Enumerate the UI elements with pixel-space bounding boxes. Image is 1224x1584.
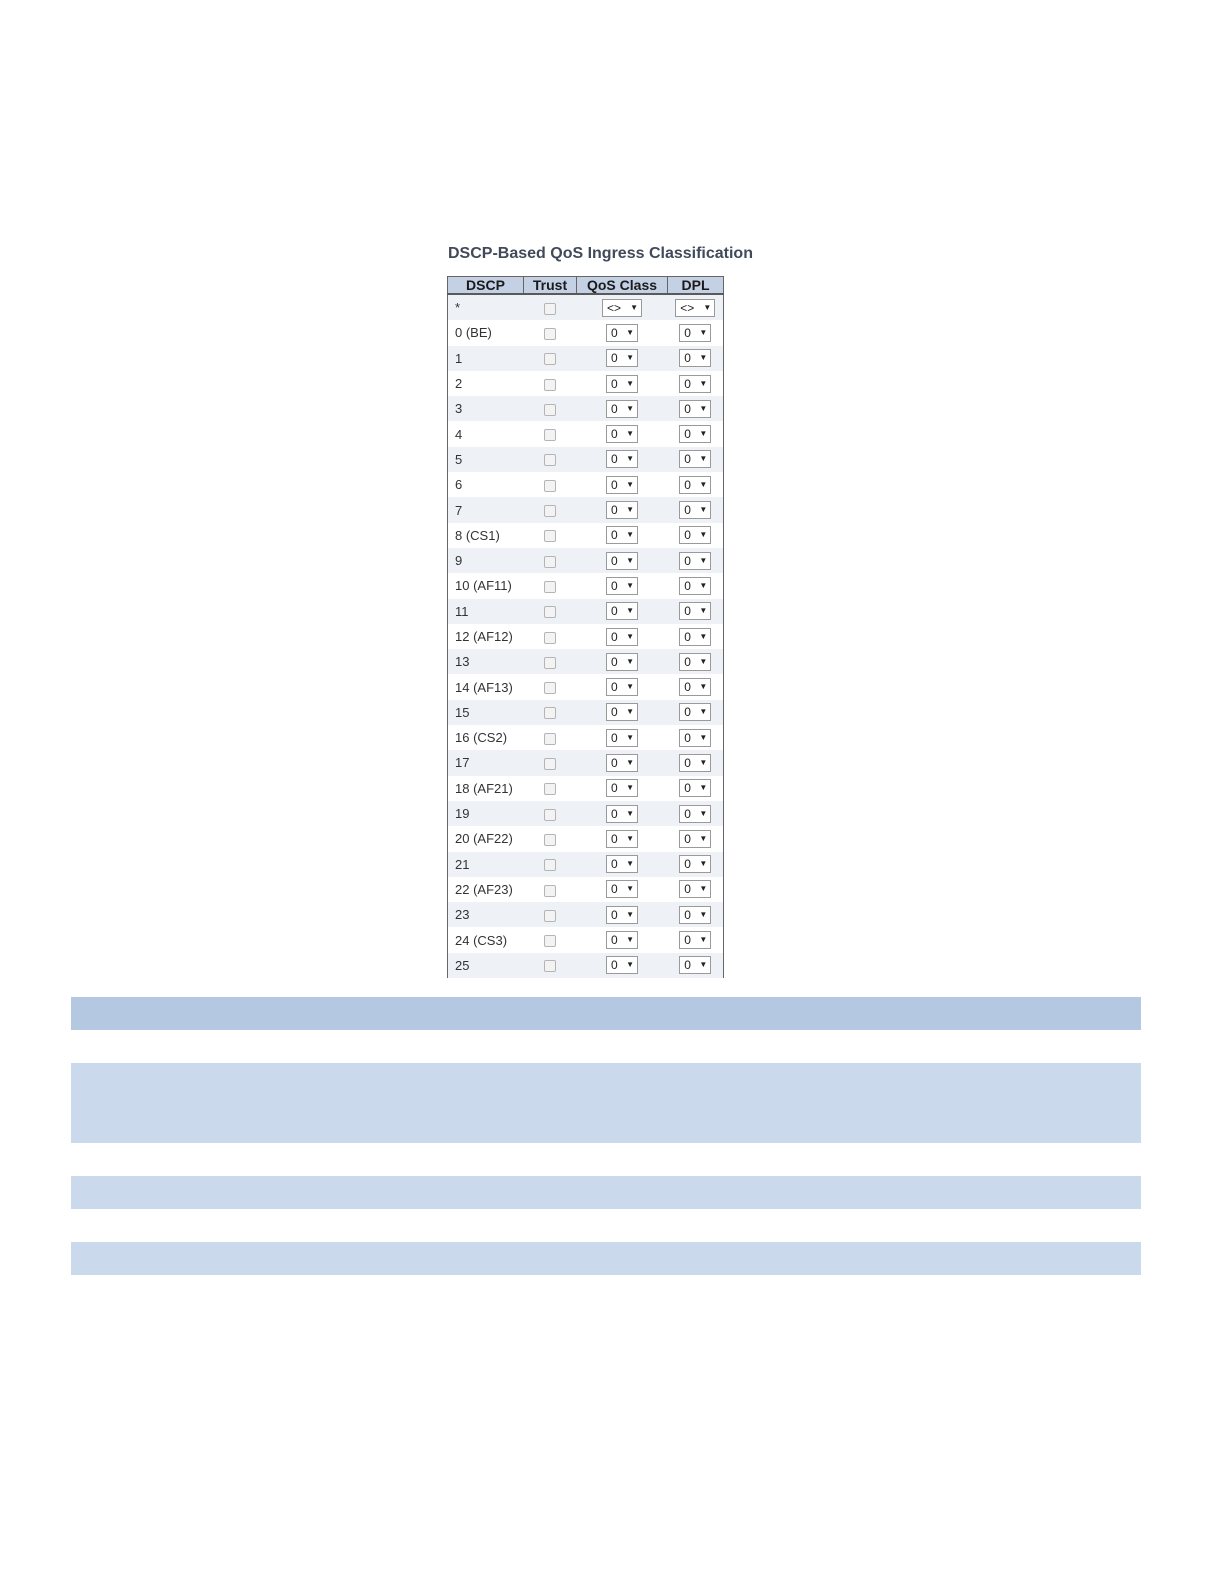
trust-checkbox[interactable]: [544, 733, 556, 745]
qos-class-select[interactable]: [606, 577, 638, 595]
column-header-dscp: DSCP: [448, 277, 524, 295]
qos-class-select[interactable]: [606, 931, 638, 949]
dpl-select[interactable]: [679, 779, 711, 797]
dscp-cell: 3: [448, 396, 524, 421]
table-row: [448, 447, 724, 472]
dropdown-arrow-icon: ▼: [630, 302, 638, 312]
trust-checkbox[interactable]: [544, 910, 556, 922]
dscp-cell: 21: [448, 852, 524, 877]
trust-checkbox[interactable]: [544, 353, 556, 365]
dropdown-arrow-icon: ▼: [626, 378, 634, 388]
table-row: [448, 725, 724, 750]
dpl-select[interactable]: [679, 450, 711, 468]
trust-checkbox[interactable]: [544, 505, 556, 517]
qos-class-select[interactable]: [606, 703, 638, 721]
dropdown-arrow-icon: ▼: [699, 353, 708, 363]
dpl-select[interactable]: [679, 425, 711, 443]
select-value: 0: [611, 907, 618, 922]
section-band: [71, 1063, 1141, 1143]
qos-class-select[interactable]: [606, 526, 638, 544]
dropdown-arrow-icon: ▼: [626, 909, 634, 919]
dropdown-arrow-icon: ▼: [699, 555, 708, 565]
dropdown-arrow-icon: ▼: [626, 479, 634, 489]
dropdown-arrow-icon: ▼: [703, 302, 712, 312]
dropdown-arrow-icon: ▼: [699, 656, 708, 666]
qos-class-select[interactable]: [606, 729, 638, 747]
table-row: [448, 801, 724, 826]
select-value: 0: [611, 503, 618, 518]
select-value: 0: [611, 401, 618, 416]
dropdown-arrow-icon: ▼: [699, 833, 708, 843]
select-value: 0: [684, 351, 691, 366]
select-value: 0: [611, 477, 618, 492]
table-row: [448, 599, 724, 624]
dscp-cell: 8 (CS1): [448, 523, 524, 548]
dropdown-arrow-icon: ▼: [699, 960, 708, 970]
dropdown-arrow-icon: ▼: [626, 327, 634, 337]
table-row: [448, 497, 724, 522]
section-band: [71, 1176, 1141, 1209]
select-value: 0: [684, 629, 691, 644]
select-value: 0: [611, 730, 618, 745]
table-row: [448, 472, 724, 497]
table-row: [448, 927, 724, 952]
dpl-select[interactable]: [679, 602, 711, 620]
select-value: 0: [684, 604, 691, 619]
select-value: 0: [684, 857, 691, 872]
select-value: 0: [684, 325, 691, 340]
select-value: 0: [611, 604, 618, 619]
dscp-cell: 18 (AF21): [448, 776, 524, 801]
select-value: <>: [680, 300, 695, 315]
table-row: [448, 953, 724, 978]
dpl-select[interactable]: [679, 400, 711, 418]
dpl-select[interactable]: [679, 552, 711, 570]
select-value: 0: [611, 680, 618, 695]
qos-class-select-all[interactable]: [602, 299, 642, 317]
select-value: 0: [611, 831, 618, 846]
trust-checkbox[interactable]: [544, 960, 556, 972]
select-value: 0: [611, 781, 618, 796]
dpl-select[interactable]: [679, 501, 711, 519]
dscp-cell: 23: [448, 902, 524, 927]
trust-checkbox[interactable]: [544, 404, 556, 416]
table-row: [448, 750, 724, 775]
dropdown-arrow-icon: ▼: [626, 707, 634, 717]
dropdown-arrow-icon: ▼: [626, 606, 634, 616]
table-row: [448, 573, 724, 598]
select-value: 0: [684, 553, 691, 568]
dropdown-arrow-icon: ▼: [699, 884, 708, 894]
dropdown-arrow-icon: ▼: [699, 757, 708, 767]
dpl-select[interactable]: [679, 931, 711, 949]
dpl-select[interactable]: [679, 729, 711, 747]
dscp-cell: 11: [448, 599, 524, 624]
table-row: [448, 320, 724, 345]
dropdown-arrow-icon: ▼: [626, 353, 634, 363]
dropdown-arrow-icon: ▼: [699, 378, 708, 388]
select-value: 0: [684, 654, 691, 669]
dscp-cell: 14 (AF13): [448, 674, 524, 699]
qos-class-select[interactable]: [606, 324, 638, 342]
dpl-select[interactable]: [679, 678, 711, 696]
dscp-cell: 22 (AF23): [448, 877, 524, 902]
page-title: DSCP-Based QoS Ingress Classification: [448, 245, 753, 262]
dropdown-arrow-icon: ▼: [626, 631, 634, 641]
dropdown-arrow-icon: ▼: [626, 580, 634, 590]
select-value: 0: [684, 452, 691, 467]
select-value: 0: [684, 401, 691, 416]
select-value: 0: [611, 857, 618, 872]
dscp-cell: 9: [448, 548, 524, 573]
qos-class-select[interactable]: [606, 425, 638, 443]
select-value: 0: [684, 503, 691, 518]
dpl-select[interactable]: [679, 956, 711, 974]
qos-class-select[interactable]: [606, 653, 638, 671]
select-value: 0: [684, 831, 691, 846]
table-row-all: [448, 294, 724, 320]
select-value: 0: [611, 553, 618, 568]
qos-class-select[interactable]: [606, 779, 638, 797]
select-value: 0: [684, 958, 691, 973]
dropdown-arrow-icon: ▼: [699, 732, 708, 742]
select-value: 0: [611, 755, 618, 770]
dpl-select[interactable]: [679, 526, 711, 544]
dscp-cell: 16 (CS2): [448, 725, 524, 750]
trust-checkbox[interactable]: [544, 834, 556, 846]
select-value: 0: [684, 781, 691, 796]
dropdown-arrow-icon: ▼: [626, 960, 634, 970]
trust-checkbox[interactable]: [544, 758, 556, 770]
select-value: 0: [684, 806, 691, 821]
select-value: 0: [611, 528, 618, 543]
trust-checkbox[interactable]: [544, 632, 556, 644]
select-value: 0: [684, 427, 691, 442]
trust-checkbox[interactable]: [544, 379, 556, 391]
dropdown-arrow-icon: ▼: [699, 859, 708, 869]
select-value: 0: [611, 325, 618, 340]
dropdown-arrow-icon: ▼: [626, 935, 634, 945]
dropdown-arrow-icon: ▼: [699, 429, 708, 439]
trust-checkbox[interactable]: [544, 885, 556, 897]
qos-class-select[interactable]: [606, 400, 638, 418]
dpl-select-all[interactable]: [675, 299, 715, 317]
dscp-cell: 1: [448, 346, 524, 371]
dscp-classification-table: [447, 276, 724, 978]
select-value: 0: [684, 680, 691, 695]
trust-checkbox[interactable]: [544, 530, 556, 542]
qos-class-select[interactable]: [606, 830, 638, 848]
dropdown-arrow-icon: ▼: [699, 454, 708, 464]
trust-checkbox[interactable]: [544, 556, 556, 568]
table-row: [448, 371, 724, 396]
qos-class-select[interactable]: [606, 678, 638, 696]
select-value: 0: [684, 933, 691, 948]
qos-class-select[interactable]: [606, 501, 638, 519]
select-value: 0: [611, 427, 618, 442]
dropdown-arrow-icon: ▼: [626, 505, 634, 515]
dropdown-arrow-icon: ▼: [626, 884, 634, 894]
section-band: [71, 997, 1141, 1030]
select-value: 0: [611, 452, 618, 467]
select-value: 0: [611, 705, 618, 720]
dscp-cell: *: [448, 294, 524, 320]
table-row: [448, 902, 724, 927]
dropdown-arrow-icon: ▼: [699, 530, 708, 540]
qos-class-select[interactable]: [606, 349, 638, 367]
trust-checkbox[interactable]: [544, 606, 556, 618]
select-value: 0: [684, 376, 691, 391]
table-row: [448, 523, 724, 548]
table-row: [448, 421, 724, 446]
trust-checkbox[interactable]: [544, 707, 556, 719]
qos-class-select[interactable]: [606, 602, 638, 620]
dropdown-arrow-icon: ▼: [699, 327, 708, 337]
select-value: 0: [611, 806, 618, 821]
table-row: [448, 396, 724, 421]
dpl-select[interactable]: [679, 476, 711, 494]
dropdown-arrow-icon: ▼: [626, 682, 634, 692]
select-value: 0: [684, 730, 691, 745]
dropdown-arrow-icon: ▼: [626, 833, 634, 843]
select-value: 0: [684, 578, 691, 593]
dropdown-arrow-icon: ▼: [699, 682, 708, 692]
trust-checkbox[interactable]: [544, 657, 556, 669]
dscp-cell: 0 (BE): [448, 320, 524, 345]
trust-checkbox[interactable]: [544, 454, 556, 466]
qos-class-select[interactable]: [606, 450, 638, 468]
dpl-select[interactable]: [679, 880, 711, 898]
select-value: 0: [611, 351, 618, 366]
dpl-select[interactable]: [679, 577, 711, 595]
table-row: [448, 649, 724, 674]
dropdown-arrow-icon: ▼: [626, 656, 634, 666]
dropdown-arrow-icon: ▼: [626, 732, 634, 742]
trust-checkbox[interactable]: [544, 859, 556, 871]
select-value: 0: [684, 755, 691, 770]
dscp-cell: 17: [448, 750, 524, 775]
select-value: 0: [684, 705, 691, 720]
table-row: [448, 700, 724, 725]
dropdown-arrow-icon: ▼: [699, 808, 708, 818]
dpl-select[interactable]: [679, 375, 711, 393]
column-header-dpl: DPL: [668, 277, 724, 295]
section-band: [71, 1242, 1141, 1275]
table-header-row: [448, 277, 724, 295]
dscp-cell: 12 (AF12): [448, 624, 524, 649]
column-header-qos-class: QoS Class: [577, 277, 668, 295]
dscp-cell: 2: [448, 371, 524, 396]
select-value: 0: [684, 477, 691, 492]
dropdown-arrow-icon: ▼: [699, 631, 708, 641]
dropdown-arrow-icon: ▼: [626, 555, 634, 565]
trust-checkbox[interactable]: [544, 809, 556, 821]
dpl-select[interactable]: [679, 855, 711, 873]
table-row: [448, 548, 724, 573]
select-value: 0: [611, 629, 618, 644]
dropdown-arrow-icon: ▼: [699, 783, 708, 793]
dscp-cell: 25: [448, 953, 524, 978]
qos-class-select[interactable]: [606, 880, 638, 898]
qos-class-select[interactable]: [606, 476, 638, 494]
dropdown-arrow-icon: ▼: [626, 783, 634, 793]
table-row: [448, 346, 724, 371]
select-value: 0: [684, 907, 691, 922]
dropdown-arrow-icon: ▼: [699, 403, 708, 413]
table-row: [448, 624, 724, 649]
dpl-select[interactable]: [679, 754, 711, 772]
select-value: 0: [684, 882, 691, 897]
dropdown-arrow-icon: ▼: [699, 909, 708, 919]
dropdown-arrow-icon: ▼: [626, 859, 634, 869]
dpl-select[interactable]: [679, 703, 711, 721]
dscp-cell: 15: [448, 700, 524, 725]
dropdown-arrow-icon: ▼: [699, 935, 708, 945]
dscp-cell: 5: [448, 447, 524, 472]
qos-class-select[interactable]: [606, 805, 638, 823]
dropdown-arrow-icon: ▼: [626, 429, 634, 439]
dpl-select[interactable]: [679, 805, 711, 823]
qos-class-select[interactable]: [606, 855, 638, 873]
select-value: 0: [611, 578, 618, 593]
dropdown-arrow-icon: ▼: [699, 606, 708, 616]
dropdown-arrow-icon: ▼: [626, 808, 634, 818]
dropdown-arrow-icon: ▼: [626, 530, 634, 540]
dpl-select[interactable]: [679, 830, 711, 848]
trust-checkbox[interactable]: [544, 783, 556, 795]
table-row: [448, 877, 724, 902]
column-header-trust: Trust: [524, 277, 577, 295]
select-value: 0: [611, 882, 618, 897]
table-row: [448, 674, 724, 699]
dpl-select[interactable]: [679, 324, 711, 342]
qos-class-select[interactable]: [606, 956, 638, 974]
dropdown-arrow-icon: ▼: [626, 403, 634, 413]
dscp-cell: 20 (AF22): [448, 826, 524, 851]
qos-class-select[interactable]: [606, 754, 638, 772]
qos-class-select[interactable]: [606, 906, 638, 924]
trust-checkbox[interactable]: [544, 581, 556, 593]
trust-checkbox-all[interactable]: [544, 303, 556, 315]
dropdown-arrow-icon: ▼: [626, 757, 634, 767]
qos-class-select[interactable]: [606, 552, 638, 570]
select-value: 0: [684, 528, 691, 543]
dpl-select[interactable]: [679, 349, 711, 367]
dropdown-arrow-icon: ▼: [699, 479, 708, 489]
trust-checkbox[interactable]: [544, 480, 556, 492]
select-value: 0: [611, 933, 618, 948]
dropdown-arrow-icon: ▼: [699, 707, 708, 717]
dpl-select[interactable]: [679, 653, 711, 671]
trust-checkbox[interactable]: [544, 328, 556, 340]
qos-class-select[interactable]: [606, 375, 638, 393]
select-value: 0: [611, 376, 618, 391]
dscp-cell: 19: [448, 801, 524, 826]
dscp-cell: 4: [448, 421, 524, 446]
trust-checkbox[interactable]: [544, 682, 556, 694]
dscp-cell: 7: [448, 497, 524, 522]
table-row: [448, 776, 724, 801]
trust-checkbox[interactable]: [544, 429, 556, 441]
select-value: 0: [611, 958, 618, 973]
dscp-cell: 24 (CS3): [448, 927, 524, 952]
select-value: <>: [607, 300, 622, 315]
dropdown-arrow-icon: ▼: [626, 454, 634, 464]
table-row: [448, 826, 724, 851]
table-row: [448, 852, 724, 877]
dpl-select[interactable]: [679, 906, 711, 924]
dropdown-arrow-icon: ▼: [699, 580, 708, 590]
dscp-cell: 6: [448, 472, 524, 497]
dscp-cell: 13: [448, 649, 524, 674]
dropdown-arrow-icon: ▼: [699, 505, 708, 515]
trust-checkbox[interactable]: [544, 935, 556, 947]
dpl-select[interactable]: [679, 628, 711, 646]
dscp-cell: 10 (AF11): [448, 573, 524, 598]
select-value: 0: [611, 654, 618, 669]
qos-class-select[interactable]: [606, 628, 638, 646]
